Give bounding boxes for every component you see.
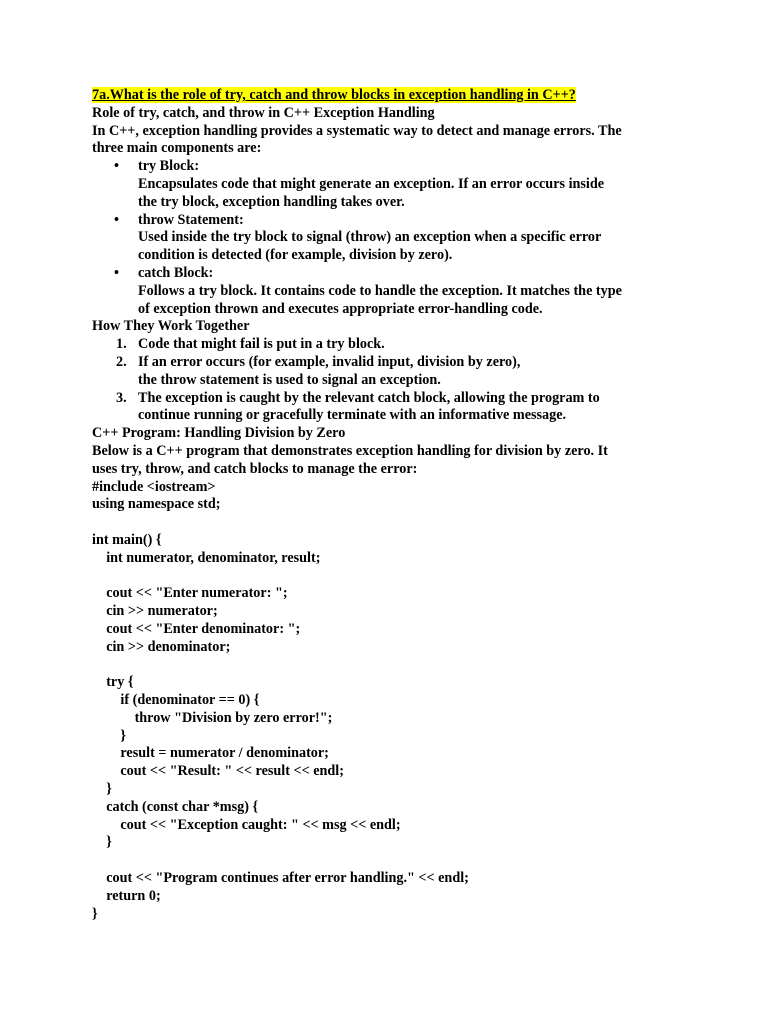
- code-line: cin >> denominator;: [92, 638, 231, 655]
- bullet-label: throw Statement:: [138, 211, 244, 228]
- code-line: [92, 657, 692, 675]
- code-line: }: [92, 781, 112, 798]
- numbered-item: [92, 336, 692, 354]
- numbered-item: [92, 390, 692, 426]
- program-intro-line: uses try, throw, and catch blocks to manage the error:: [92, 460, 418, 477]
- code-line: if (denominator == 0) {: [92, 692, 260, 709]
- code-block: [92, 479, 692, 924]
- bullet-label: catch Block:: [138, 264, 214, 281]
- code-line: throw "Division by zero error!";: [92, 709, 333, 726]
- code-line: int main() {: [92, 531, 162, 548]
- numbered-item: [92, 354, 692, 390]
- bullet-icon: •: [114, 211, 119, 228]
- code-line: using namespace std;: [92, 496, 221, 513]
- program-heading: C++ Program: Handling Division by Zero: [92, 425, 346, 442]
- code-line: }: [92, 834, 112, 851]
- code-line: return 0;: [92, 887, 161, 904]
- code-line: int numerator, denominator, result;: [92, 549, 321, 566]
- code-line: [92, 568, 692, 586]
- numbered-item-line: Code that might fail is put in a try block.: [138, 336, 385, 353]
- numbered-item-line: the throw statement is used to signal an exception.: [138, 371, 441, 388]
- code-line: cout << "Result: " << result << endl;: [92, 763, 344, 780]
- code-line: [92, 852, 692, 870]
- code-line: #include <iostream>: [92, 478, 216, 495]
- bullet-label: try Block:: [138, 158, 200, 175]
- item-number: 1.: [116, 336, 127, 353]
- intro-line: three main components are:: [92, 140, 262, 157]
- code-line: cin >> numerator;: [92, 603, 218, 620]
- code-line: cout << "Enter numerator: ";: [92, 585, 288, 602]
- code-line: [92, 514, 692, 532]
- code-line: cout << "Exception caught: " << msg << endl;: [92, 816, 401, 833]
- numbered-list: [92, 336, 692, 425]
- question-title: [92, 87, 692, 105]
- bullet-icon: •: [114, 158, 119, 175]
- code-line: result = numerator / denominator;: [92, 745, 329, 762]
- item-number: 2.: [116, 353, 127, 370]
- bullet-desc-line: Follows a try block. It contains code to handle the exception. It matches the type: [138, 282, 622, 299]
- code-line: }: [92, 727, 126, 744]
- section-subtitle: Role of try, catch, and throw in C++ Exception Handling: [92, 104, 435, 121]
- code-line: cout << "Enter denominator: ";: [92, 620, 301, 637]
- document-body: [92, 87, 692, 923]
- question-title-highlight: 7a.What is the role of try, catch and throw blocks in exception handling in C++?: [92, 87, 576, 103]
- code-line: try {: [92, 674, 134, 691]
- item-number: 3.: [116, 389, 127, 406]
- bullet-item-catch: [92, 265, 692, 318]
- bullet-item-throw: [92, 212, 692, 265]
- bullet-desc-line: condition is detected (for example, division by zero).: [138, 247, 453, 264]
- numbered-item-line: If an error occurs (for example, invalid input, division by zero),: [138, 353, 521, 370]
- intro-line: In C++, exception handling provides a systematic way to detect and manage errors. The: [92, 122, 622, 139]
- numbered-item-line: continue running or gracefully terminate with an informative message.: [138, 407, 567, 424]
- bullet-item-try: [92, 158, 692, 211]
- bullet-desc-line: the try block, exception handling takes over.: [138, 193, 405, 210]
- code-line: catch (const char *msg) {: [92, 798, 259, 815]
- bullet-desc-line: Encapsulates code that might generate an exception. If an error occurs inside: [138, 175, 605, 192]
- bullet-desc-line: Used inside the try block to signal (throw) an exception when a specific error: [138, 229, 602, 246]
- code-line: cout << "Program continues after error handling." << endl;: [92, 870, 469, 887]
- program-intro-line: Below is a C++ program that demonstrates exception handling for division by zero. It: [92, 442, 608, 459]
- how-heading: How They Work Together: [92, 318, 250, 335]
- bullet-desc-line: of exception thrown and executes appropriate error-handling code.: [138, 300, 543, 317]
- bullet-list: [92, 158, 692, 318]
- code-line: }: [92, 905, 98, 922]
- bullet-icon: •: [114, 264, 119, 281]
- numbered-item-line: The exception is caught by the relevant catch block, allowing the program to: [138, 389, 600, 406]
